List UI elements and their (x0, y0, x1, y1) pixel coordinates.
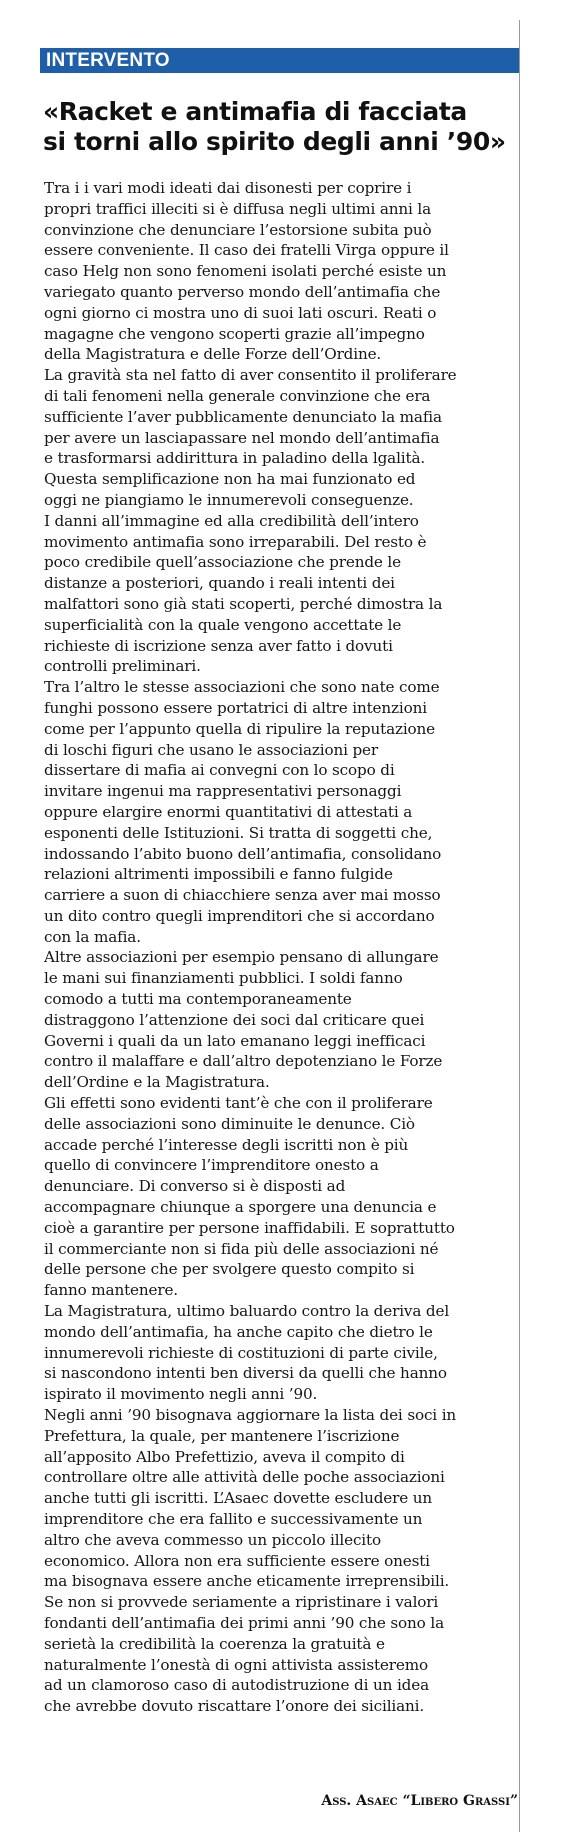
text-line: dell’Ordine e la Magistratura. (44, 1073, 270, 1092)
article-body (44, 178, 520, 1717)
article-paragraph (44, 1093, 520, 1301)
text-line: con la mafia. (44, 927, 141, 946)
text-line: ogni giorno ci mostra uno di suoi lati oscuri. Reati o (44, 303, 437, 322)
text-line: Tra l’altro le stesse associazioni che sono nate come (44, 678, 440, 697)
text-line: mondo dell’antimafia, ha anche capito che dietro le (44, 1322, 433, 1341)
text-line: un dito contro quegli imprenditori che si accordano (44, 906, 435, 925)
text-line: carriere a suon di chiacchiere senza aver mai mosso (44, 886, 441, 905)
text-line: Questa semplificazione non ha mai funzionato ed (44, 470, 416, 489)
text-line: Negli anni ’90 bisognava aggiornare la lista dei soci in (44, 1406, 457, 1425)
text-line: le mani sui finanziamenti pubblici. I soldi fanno (44, 969, 403, 988)
text-line: funghi possono essere portatrici di altre intenzioni (44, 698, 427, 717)
article-paragraph (44, 1301, 520, 1405)
text-line: e trasformarsi addirittura in paladino della lgalità. (44, 449, 426, 468)
article-paragraph (44, 365, 520, 511)
article-paragraph (44, 677, 520, 947)
text-line: come per l’appunto quella di ripulire la reputazione (44, 719, 436, 738)
text-line: La gravità sta nel fatto di aver consentito il proliferare (44, 366, 457, 385)
text-line: variegato quanto perverso mondo dell’antimafia che (44, 282, 441, 301)
text-line: anche tutti gli iscritti. L’Asaec dovette escludere un (44, 1489, 433, 1508)
article-headline (43, 97, 519, 157)
text-line: controlli preliminari. (44, 657, 201, 676)
text-line: denunciare. Di converso si è disposti ad (44, 1177, 346, 1196)
text-line: il commerciante non si fida più delle associazioni né (44, 1239, 439, 1258)
text-line: convinzione che denunciare l’estorsione subita può (44, 220, 432, 239)
text-line: cioè a garantire per persone inaffidabili. E soprattutto (44, 1218, 455, 1237)
text-line: serietà la credibilità la coerenza la gratuità e (44, 1634, 385, 1653)
text-line: oppure elargire enormi quantitativi di attestati a (44, 802, 413, 821)
headline-line: si torni allo spirito degli anni ’90» (43, 127, 506, 156)
text-line: magagne che vengono scoperti grazie all’impegno (44, 324, 425, 343)
text-line: I danni all’immagine ed alla credibilità dell’intero (44, 511, 419, 530)
text-line: ma bisognava essere anche eticamente irreprensibili. (44, 1572, 450, 1591)
text-line: dissertare di mafia ai convegni con lo scopo di (44, 761, 395, 780)
text-line: che avrebbe dovuto riscattare l’onore dei siciliani. (44, 1697, 425, 1716)
text-line: caso Helg non sono fenomeni isolati perché esiste un (44, 262, 447, 281)
text-line: quello di convincere l’imprenditore onesto a (44, 1156, 379, 1175)
text-line: essere conveniente. Il caso dei fratelli Virga oppure il (44, 241, 449, 260)
text-line: imprenditore che era fallito e successivamente un (44, 1510, 423, 1528)
text-line: Tra i i vari modi ideati dai disonesti per coprire i (44, 179, 412, 197)
text-line: delle associazioni sono diminuite le denunce. Ciò (44, 1114, 415, 1133)
text-line: si nascondono intenti ben diversi da quelli che hanno (44, 1364, 447, 1383)
text-line: controllare oltre alle attività delle poche associazioni (44, 1468, 445, 1487)
text-line: superficialità con la quale vengono accettate le (44, 615, 402, 634)
text-line: accade perché l’interesse degli iscritti non è più (44, 1135, 409, 1154)
text-line: Governi i quali da un lato emanano leggi inefficaci (44, 1031, 426, 1050)
text-line: indossando l’abito buono dell’antimafia, consolidano (44, 844, 442, 863)
text-line: di tali fenomeni nella generale convinzione che era (44, 386, 431, 405)
article-paragraph (44, 178, 520, 365)
text-line: invitare ingenui ma rappresentativi personaggi (44, 782, 402, 801)
text-line: contro il malaffare e dall’altro depotenziano le Forze (44, 1052, 443, 1071)
text-line: delle persone che per svolgere questo compito si (44, 1260, 415, 1279)
text-line: naturalmente l’onestà di ogni attivista assisteremo (44, 1655, 428, 1674)
text-line: Prefettura, la quale, per mantenere l’iscrizione (44, 1426, 400, 1445)
text-line: Gli effetti sono evidenti tant’è che con il proliferare (44, 1094, 433, 1113)
text-line: ispirato il movimento negli anni ’90. (44, 1385, 318, 1404)
text-line: malfattori sono già stati scoperti, perché dimostra la (44, 594, 443, 613)
text-line: distraggono l’attenzione dei soci dal criticare quei (44, 1010, 425, 1029)
text-line: fondanti dell’antimafia dei primi anni ’90 che sono la (44, 1613, 444, 1632)
text-line: Altre associazioni per esempio pensano di allungare (44, 948, 439, 967)
text-line: richieste di iscrizione senza aver fatto i dovuti (44, 636, 393, 655)
text-line: oggi ne piangiamo le innumerevoli conseguenze. (44, 490, 414, 509)
section-header (40, 48, 519, 73)
text-line: relazioni altrimenti impossibili e fanno fulgide (44, 865, 393, 884)
text-line: per avere un lasciapassare nel mondo dell’antimafia (44, 428, 440, 447)
text-line: esponenti delle Istituzioni. Si tratta di soggetti che, (44, 823, 433, 842)
text-line: propri traffici illeciti si è diffusa negli ultimi anni la (44, 199, 432, 218)
text-line: Se non si provvede seriamente a ripristinare i valori (44, 1593, 439, 1612)
text-line: movimento antimafia sono irreparabili. Del resto è (44, 532, 427, 551)
text-line: fanno mantenere. (44, 1281, 178, 1300)
headline-line: «Racket e antimafia di facciata (43, 97, 467, 126)
article-signature: Ass. Asaec “Libero Grassi” (321, 1793, 518, 1809)
text-line: innumerevoli richieste di costituzioni di parte civile, (44, 1343, 438, 1362)
article-paragraph (44, 1405, 520, 1717)
text-line: La Magistratura, ultimo baluardo contro la deriva del (44, 1302, 450, 1321)
text-line: altro che aveva commesso un piccolo illecito (44, 1530, 381, 1549)
section-label: INTERVENTO (46, 50, 170, 71)
text-line: ad un clamoroso caso di autodistruzione di un idea (44, 1676, 429, 1695)
text-line: sufficiente l’aver pubblicamente denunciato la mafia (44, 407, 442, 426)
article-paragraph (44, 947, 520, 1093)
text-line: comodo a tutti ma contemporaneamente (44, 990, 352, 1009)
text-line: economico. Allora non era sufficiente essere onesti (44, 1551, 430, 1570)
text-line: distanze a posteriori, quando i reali intenti dei (44, 574, 395, 593)
text-line: accompagnare chiunque a sporgere una denuncia e (44, 1198, 437, 1217)
text-line: poco credibile quell’associazione che prende le (44, 553, 401, 572)
article-paragraph (44, 511, 520, 677)
text-line: di loschi figuri che usano le associazioni per (44, 740, 379, 759)
text-line: all’apposito Albo Prefettizio, aveva il compito di (44, 1447, 405, 1466)
text-line: della Magistratura e delle Forze dell’Ordine. (44, 345, 382, 364)
